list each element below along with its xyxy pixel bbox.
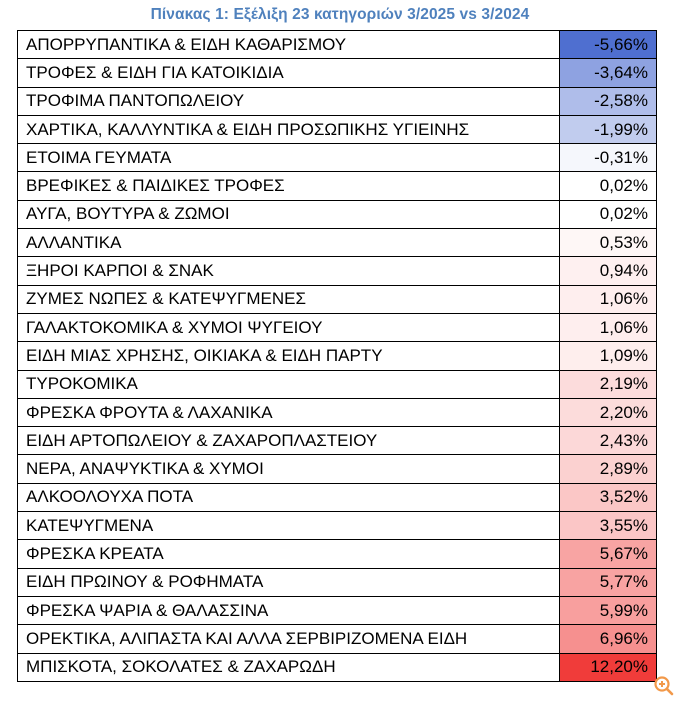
category-name: ΑΥΓΑ, ΒΟΥΤΥΡΑ & ΖΩΜΟΙ — [18, 200, 560, 228]
table-row — [18, 625, 657, 653]
table-row — [18, 540, 657, 568]
change-value: -1,99% — [560, 115, 657, 143]
category-name: ΖΥΜΕΣ ΝΩΠΕΣ & ΚΑΤΕΨΥΓΜΕΝΕΣ — [18, 285, 560, 313]
category-name: ΜΠΙΣΚΟΤΑ, ΣΟΚΟΛΑΤΕΣ & ΖΑΧΑΡΩΔΗ — [18, 653, 560, 681]
category-name: ΓΑΛΑΚΤΟΚΟΜΙΚΑ & ΧΥΜΟΙ ΨΥΓΕΙΟΥ — [18, 313, 560, 341]
change-value: 3,52% — [560, 483, 657, 511]
change-value: 5,99% — [560, 596, 657, 624]
category-name: ΧΑΡΤΙΚΑ, ΚΑΛΛΥΝΤΙΚΑ & ΕΙΔΗ ΠΡΟΣΩΠΙΚΗΣ ΥΓΙΕΙΝΗΣ — [18, 115, 560, 143]
table-row — [18, 257, 657, 285]
table-row — [18, 342, 657, 370]
table-row — [18, 285, 657, 313]
category-name: ΦΡΕΣΚΑ ΨΑΡΙΑ & ΘΑΛΑΣΣΙΝΑ — [18, 596, 560, 624]
change-value: 12,20% — [560, 653, 657, 681]
change-value: -0,31% — [560, 144, 657, 172]
category-name: ΕΤΟΙΜΑ ΓΕΥΜΑΤΑ — [18, 144, 560, 172]
category-name: ΤΥΡΟΚΟΜΙΚΑ — [18, 370, 560, 398]
category-name: ΚΑΤΕΨΥΓΜΕΝΑ — [18, 512, 560, 540]
change-value: 5,77% — [560, 568, 657, 596]
change-value: 1,06% — [560, 313, 657, 341]
category-name: ΕΙΔΗ ΜΙΑΣ ΧΡΗΣΗΣ, ΟΙΚΙΑΚΑ & ΕΙΔΗ ΠΑΡΤΥ — [18, 342, 560, 370]
table-row — [18, 427, 657, 455]
zoom-in-icon[interactable] — [652, 674, 676, 698]
table-row — [18, 370, 657, 398]
table-row — [18, 313, 657, 341]
change-value: 0,02% — [560, 200, 657, 228]
category-name: ΒΡΕΦΙΚΕΣ & ΠΑΙΔΙΚΕΣ ΤΡΟΦΕΣ — [18, 172, 560, 200]
change-value: 6,96% — [560, 625, 657, 653]
change-value: -5,66% — [560, 31, 657, 59]
change-value: 2,19% — [560, 370, 657, 398]
change-value: 2,89% — [560, 455, 657, 483]
category-name: ΑΛΚΟΟΛΟΥΧΑ ΠΟΤΑ — [18, 483, 560, 511]
category-name: ΟΡΕΚΤΙΚΑ, ΑΛΙΠΑΣΤΑ ΚΑΙ ΑΛΛΑ ΣΕΡΒΙΡΙΖΟΜΕΝΑ ΕΙΔΗ — [18, 625, 560, 653]
category-name: ΦΡΕΣΚΑ ΚΡΕΑΤΑ — [18, 540, 560, 568]
category-name: ΑΠΟΡΡΥΠΑΝΤΙΚΑ & ΕΙΔΗ ΚΑΘΑΡΙΣΜΟΥ — [18, 31, 560, 59]
table-body — [18, 31, 657, 682]
change-value: 1,09% — [560, 342, 657, 370]
change-value: -3,64% — [560, 59, 657, 87]
table-row — [18, 172, 657, 200]
change-value: 1,06% — [560, 285, 657, 313]
table-row — [18, 115, 657, 143]
table-row — [18, 512, 657, 540]
table-row — [18, 596, 657, 624]
change-value: 0,53% — [560, 229, 657, 257]
category-table — [17, 30, 657, 682]
table-row — [18, 59, 657, 87]
table-row — [18, 200, 657, 228]
category-name: ΕΙΔΗ ΠΡΩΙΝΟΥ & ΡΟΦΗΜΑΤΑ — [18, 568, 560, 596]
category-name: ΑΛΛΑΝΤΙΚΑ — [18, 229, 560, 257]
change-value: 5,67% — [560, 540, 657, 568]
category-name: ΤΡΟΦΙΜΑ ΠΑΝΤΟΠΩΛΕΙΟΥ — [18, 87, 560, 115]
table-row — [18, 483, 657, 511]
table-row — [18, 229, 657, 257]
change-value: 0,02% — [560, 172, 657, 200]
change-value: 2,43% — [560, 427, 657, 455]
change-value: 3,55% — [560, 512, 657, 540]
table-row — [18, 398, 657, 426]
table-row — [18, 653, 657, 681]
category-name: ΤΡΟΦΕΣ & ΕΙΔΗ ΓΙΑ ΚΑΤΟΙΚΙΔΙΑ — [18, 59, 560, 87]
table-row — [18, 31, 657, 59]
change-value: -2,58% — [560, 87, 657, 115]
table-row — [18, 87, 657, 115]
table-row — [18, 455, 657, 483]
category-name: ΕΙΔΗ ΑΡΤΟΠΩΛΕΙΟΥ & ΖΑΧΑΡΟΠΛΑΣΤΕΙΟΥ — [18, 427, 560, 455]
table-row — [18, 144, 657, 172]
change-value: 2,20% — [560, 398, 657, 426]
category-name: ΝΕΡΑ, ΑΝΑΨΥΚΤΙΚΑ & ΧΥΜΟΙ — [18, 455, 560, 483]
category-name: ΦΡΕΣΚΑ ΦΡΟΥΤΑ & ΛΑΧΑΝΙΚΑ — [18, 398, 560, 426]
table-title: Πίνακας 1: Εξέλιξη 23 κατηγοριών 3/2025 vs 3/2024 — [150, 6, 530, 23]
category-name: ΞΗΡΟΙ ΚΑΡΠΟΙ & ΣΝΑΚ — [18, 257, 560, 285]
change-value: 0,94% — [560, 257, 657, 285]
table-row — [18, 568, 657, 596]
